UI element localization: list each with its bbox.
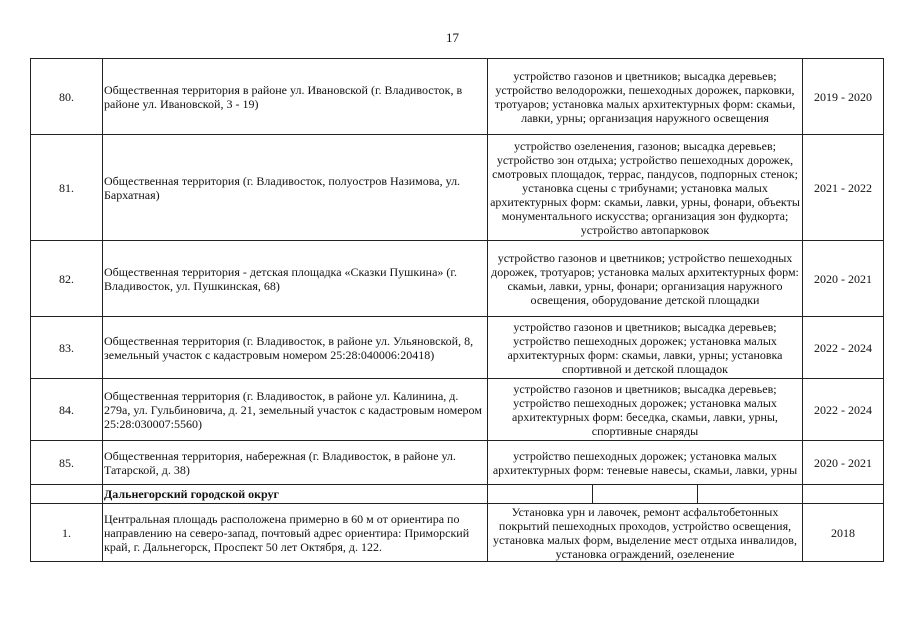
row-number: 80. xyxy=(31,59,103,135)
table-row xyxy=(31,317,884,379)
implementation-years: 2020 - 2021 xyxy=(803,241,884,317)
work-description: устройство пешеходных дорожек; установка малых архитектурных форм: теневые навесы, скамьи, лавки, урны xyxy=(488,441,803,485)
table-row xyxy=(31,135,884,241)
row-number: 1. xyxy=(31,504,103,562)
section-work-cell xyxy=(488,485,803,504)
implementation-years: 2019 - 2020 xyxy=(803,59,884,135)
section-years-cell xyxy=(803,485,884,504)
row-number: 85. xyxy=(31,441,103,485)
table-row xyxy=(31,241,884,317)
implementation-years: 2021 - 2022 xyxy=(803,135,884,241)
work-description: устройство газонов и цветников; высадка деревьев; устройство пешеходных дорожек; установка малых архитектурных форм: беседка, скамьи, лавки, урны, спортивные снаряды xyxy=(488,379,803,441)
row-number: 81. xyxy=(31,135,103,241)
territory-name: Общественная территория (г. Владивосток, в районе ул. Ульяновской, 8, земельный участок с кадастровым номером 25:28:040006:20418) xyxy=(103,317,488,379)
work-description: устройство газонов и цветников; устройство пешеходных дорожек, тротуаров; установка малых архитектурных форм: скамьи, лавки, урны, фонари; организация наружного освещения, оборудование детской площадки xyxy=(488,241,803,317)
implementation-years: 2020 - 2021 xyxy=(803,441,884,485)
row-number: 84. xyxy=(31,379,103,441)
work-description: устройство газонов и цветников; высадка деревьев; устройство велодорожки, пешеходных дорожек, парковки, тротуаров; установка малых архитектурных форм: скамьи, лавки, урны; организация наружного освещения xyxy=(488,59,803,135)
section-number-cell xyxy=(31,485,103,504)
work-description: Установка урн и лавочек, ремонт асфальтобетонных покрытий пешеходных проходов, устройство освещения, установка малых форм, выделение мест отдыха инвалидов, установка ограждений, озеленение xyxy=(488,504,803,562)
implementation-years: 2022 - 2024 xyxy=(803,379,884,441)
territory-name: Центральная площадь расположена примерно в 60 м от ориентира по направлению на северо-запад, почтовый адрес ориентира: Приморский край, г. Дальнегорск, Проспект 50 лет Октября, д. 122. xyxy=(103,504,488,562)
work-description: устройство озеленения, газонов; высадка деревьев; устройство зон отдыха; устройство пешеходных дорожек, смотровых площадок, террас, пандусов, подпорных стенок; установка сцены с трибунами; установка малых архитектурных форм: скамьи, лавки, урны, фонари, объекты монументального искусства; организация зон фудкорта; устройство автопарковок xyxy=(488,135,803,241)
section-title: Дальнегорский городской округ xyxy=(103,485,488,504)
territories-table xyxy=(30,58,884,562)
territory-name: Общественная территория (г. Владивосток, полуостров Назимова, ул. Бархатная) xyxy=(103,135,488,241)
territory-name: Общественная территория (г. Владивосток, в районе ул. Калинина, д. 279а, ул. Гульбиновича, д. 21, земельный участок с кадастровым номером 25:28:030007:5560) xyxy=(103,379,488,441)
page-number: 17 xyxy=(446,30,459,45)
section-row xyxy=(31,485,884,504)
implementation-years: 2022 - 2024 xyxy=(803,317,884,379)
table-row xyxy=(31,441,884,485)
work-description: устройство газонов и цветников; высадка деревьев; устройство пешеходных дорожек; установка малых архитектурных форм: скамьи, лавки, урны; установка спортивной и детской площадок xyxy=(488,317,803,379)
territory-name: Общественная территория в районе ул. Ивановской (г. Владивосток, в районе ул. Ивановской, 3 - 19) xyxy=(103,59,488,135)
table-row xyxy=(31,59,884,135)
territory-name: Общественная территория, набережная (г. Владивосток, в районе ул. Татарской, д. 38) xyxy=(103,441,488,485)
row-number: 82. xyxy=(31,241,103,317)
table-row xyxy=(31,379,884,441)
row-number: 83. xyxy=(31,317,103,379)
table-row xyxy=(31,504,884,562)
implementation-years: 2018 xyxy=(803,504,884,562)
territory-name: Общественная территория - детская площадка «Сказки Пушкина» (г. Владивосток, ул. Пушкинская, 68) xyxy=(103,241,488,317)
section-split-cells xyxy=(488,485,802,503)
